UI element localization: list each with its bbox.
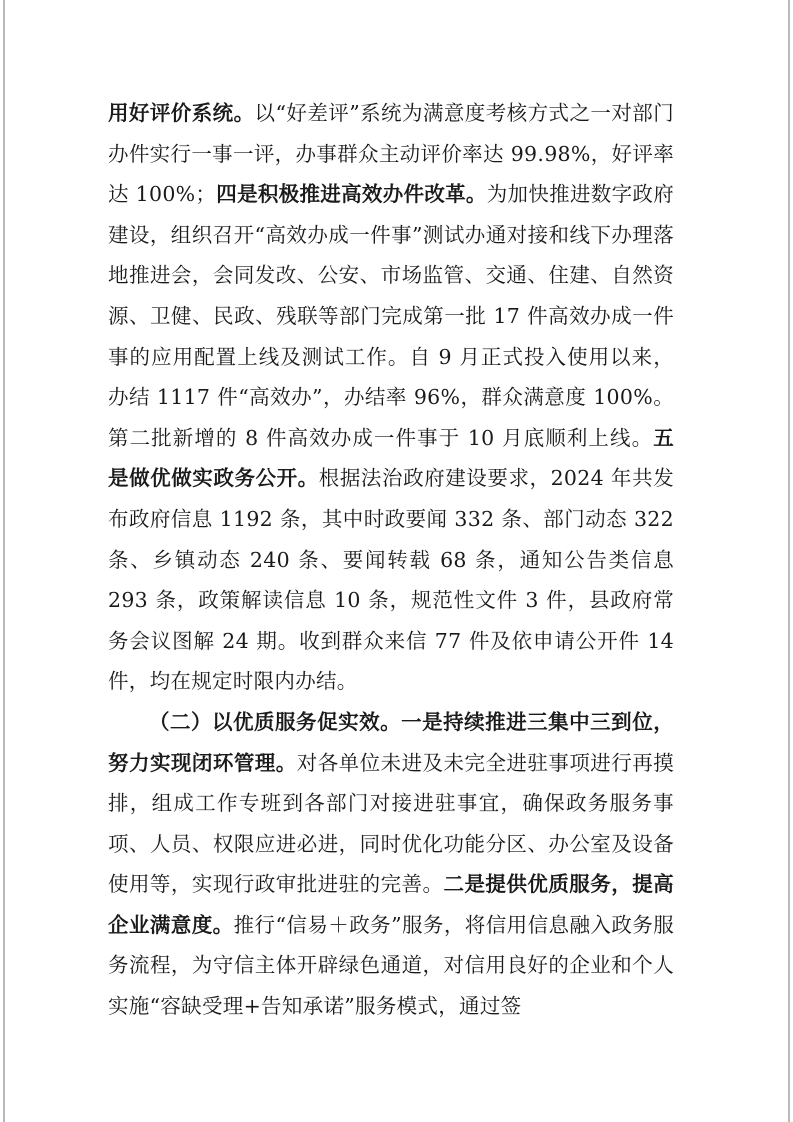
heading-good-evaluation-system: 用好评价系统。 [108,101,255,125]
paragraph-2 [108,702,674,1027]
heading-quality-service-section: （二）以优质服务促实效。一是持续推进三集中三到位，努力实现闭环管理。 [108,709,674,775]
paragraph-1 [108,93,674,702]
heading-efficient-handling-reform: 四是积极推进高效办件改革。 [216,182,487,207]
paragraph-1-text-c: 根据法治政府建设要求，2024 年共发布政府信息 1192 条，其中时政要闻 332 条、部门动态 322 条、乡镇动态 240 条、要闻转载 68 条，通知公告类信息 293 条，政策解读信息 10 条，规范性文件 3 件，县政府常务会议图解 24 期。收到群众来信 77 件及依申请公开件 14 件，均在规定时限内办结。 [108,466,675,694]
paragraph-2-text-a: 对各单位未进及未完全进驻事项进行再摸排，组成工作专班到各部门对接进驻事宜，确保政务服务事项、人员、权限应进必进，同时优化功能分区、办公室及设备使用等，实现行政审批进驻的完善。 [108,750,675,897]
heading-government-affairs-disclosure: 五是做优做实政务公开。 [108,425,674,491]
document-body [108,93,674,1027]
paragraph-1-text-b: 为加快推进数字政府建设，组织召开“高效办成一件事”测试办通对接和线下办理落地推进会，会同发改、公安、市场监管、交通、住建、自然资源、卫健、民政、残联等部门完成第一批 17 件高效办成一件事的应用配置上线及测试工作。自 9 月正式投入使用以来，办结 1117 件“高效办”，办结率 96%，群众满意度 100%。第二批新增的 8 件高效办成一件事于 10 月底顺利上线。 [108,182,675,450]
paragraph-1-text-a: 以“好差评”系统为满意度考核方式之一对部门办件实行一事一评，办事群众主动评价率达 99.98%，好评率达 100%； [108,101,674,207]
scan-left-edge [3,0,5,1122]
scan-right-edge [788,0,790,1122]
heading-enterprise-satisfaction: 二是提供优质服务，提高企业满意度。 [108,872,674,937]
paragraph-2-text-b: 推行“信易＋政务”服务，将信用信息融入政务服务流程，为守信主体开辟绿色通道，对信用良好的企业和个人实施“容缺受理+告知承诺”服务模式，通过签 [108,912,674,1019]
